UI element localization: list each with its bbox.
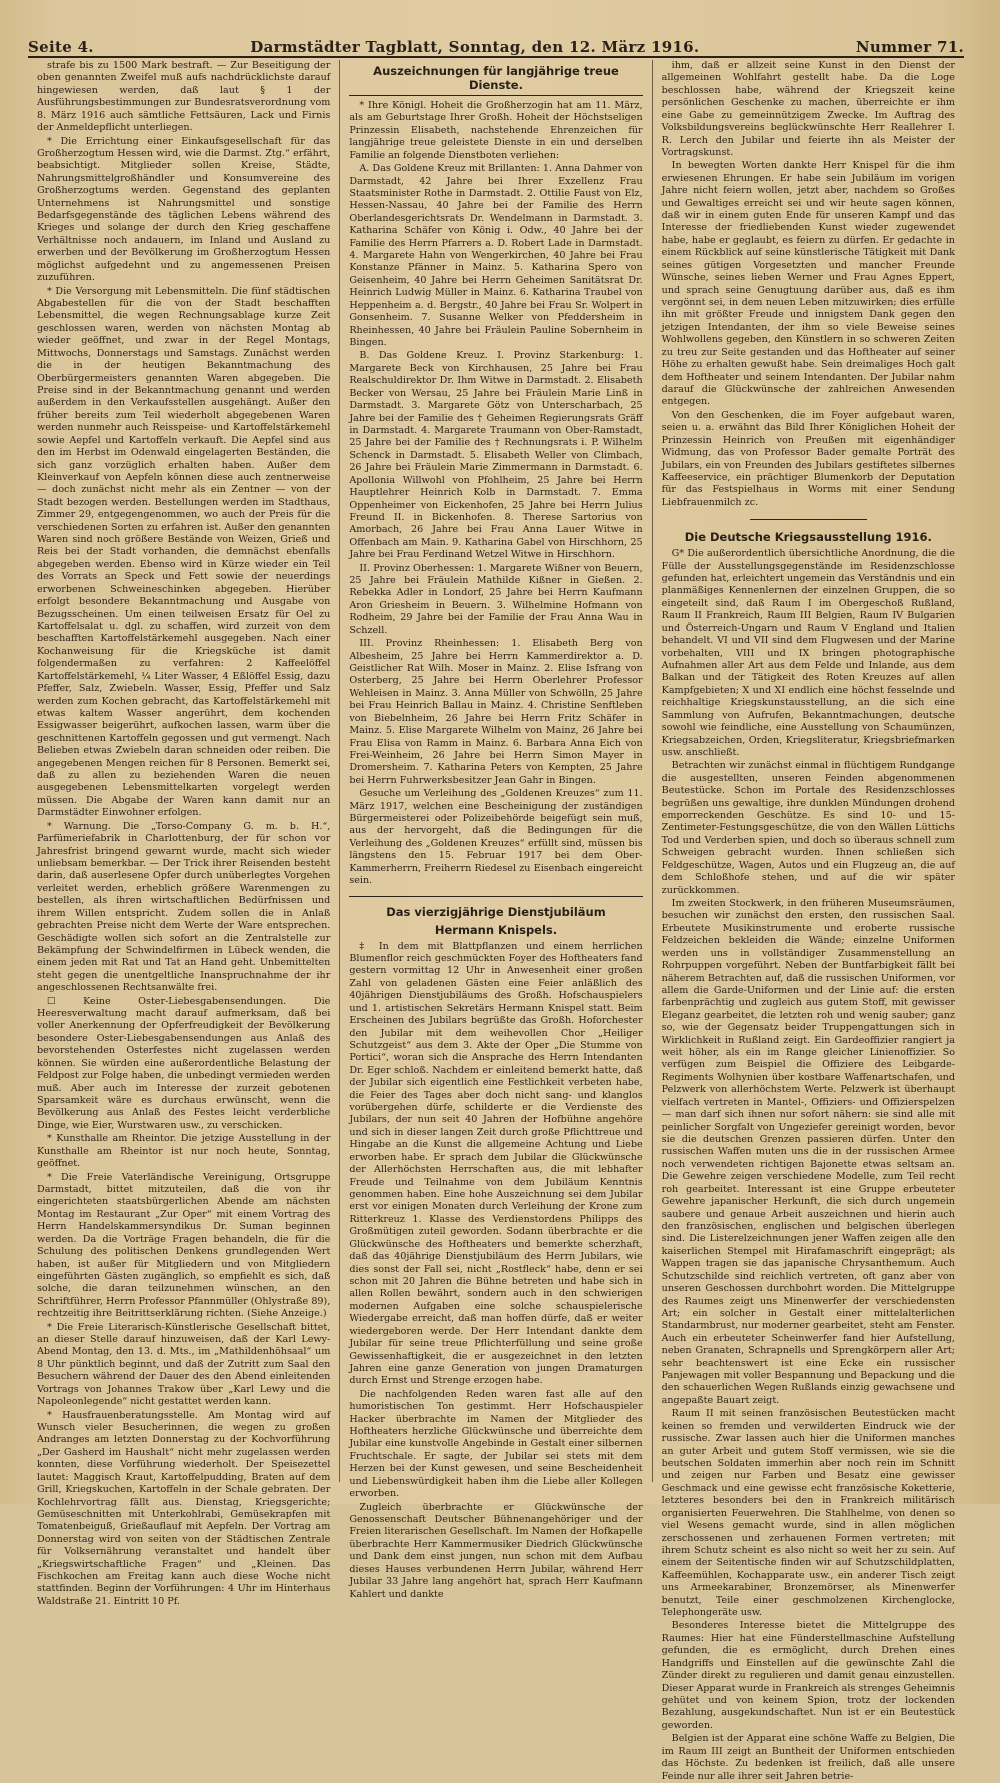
paragraph: Die nachfolgenden Reden waren fast alle auf den humoristischen Ton gestimmt. Herr Hofschauspieler Hacker überbrachte im Namen der Mitglieder des Hoftheaters herzliche Glückwünsche und überreichte dem Jubilar eine kunstvolle Angebinde in Gestalt einer silbernen Fruchtschale. Er sagte, der Jubilar sei stets mit dem Herzen bei der Kunst gewesen, und seine Bescheidenheit und Liebenswürdigkeit haben ihm die Liebe aller Kollegen erworben.	[349, 1388, 643, 1500]
paragraph: II. Provinz Oberhessen: 1. Margarete Wißner von Beuern, 25 Jahre bei Fräulein Mathilde Kißner in Gießen. 2. Rebekka Adler in Londorf, 25 Jahre bei Herrn Kaufmann Aron Griesheim in Beuern. 3. Wilhelmine Hofmann von Rodheim, 29 Jahre bei der Familie der Frau Anna Wau in Schzell.	[349, 562, 643, 636]
issue-number: Nummer 71.	[855, 38, 964, 56]
article-heading: Auszeichnungen für langjährige treue Dienste.	[349, 64, 642, 96]
paragraph: Zugleich überbrachte er Glückwünsche der Genossenschaft Deutscher Bühnenangehöriger und der Freien literarischen Gesellschaft. Im Namen der Hofkapelle überbrachte Herr Kammermusiker Diedrich Glückwünsche und Dank dem einst jungen, nun schon mit dem Aufbau dieses Hauses verbundenen Herrn Jubilar, während Herr Jubilar 33 Jahre lang angehört hat, sprach Herr Kaufmann Kahlert und dankte	[349, 1501, 643, 1600]
section-divider	[750, 519, 867, 520]
paragraph: B. Das Goldene Kreuz. I. Provinz Starkenburg: 1. Margarete Beck von Kirchhausen, 25 Jahre bei Frau Realschuldirektor Dr. Ihm Witwe in Darmstadt. 2. Elisabeth Becker von Wersau, 25 Jahre bei Fräulein Marie Linß in Darmstadt. 3. Margarete Götz von Unterscharbach, 25 Jahre bei der Familie des † Geheimen Regierungsrats Gräff in Darmstadt. 4. Margarete Traumann von Ober-Ramstadt, 25 Jahre bei der Familie des † Rechnungsrats i. P. Wilhelm Schenck in Darmstadt. 5. Elisabeth Weller von Climbach, 26 Jahre bei Fräulein Marie Zimmermann in Darmstadt. 6. Apollonia Willwohl von Pfohlheim, 25 Jahre bei Herrn Hauptlehrer Heinrich Kolb in Darmstadt. 7. Emma Oppenheimer von Eickenhofen, 25 Jahre bei Herrn Julius Freund II. in Bickenhofen. 8. Therese Sartorius von Amorbach, 26 Jahre bei Frau Anna Lauer Witwe in Offenbach am Main. 9. Katharina Gabel von Hirschhorn, 25 Jahre bei Frau Ferdinand Wetzel Witwe in Hirschhorn.	[349, 350, 643, 561]
paragraph: Betrachten wir zunächst einmal in flüchtigem Rundgange die ausgestellten, unseren Feinden abgenommenen Beutestücke. Schon im Portale des Residenzschlosses begrüßen uns gewaltige, ihre dunklen Mündungen drohend emporreckenden Geschütze. Es sind 10- und 15-Zentimeter-Festungsgeschütze, die von den Wällen Lüttichs Tod und Verderben spien, und doch so überaus schnell zum Schweigen gebracht wurden. Ihnen schließen sich Feldgeschütze, Wagen, Autos und ein Flugzeug an, die auf dem Schloßhofe stehen, und auf die wir später zurückkommen.	[661, 760, 955, 896]
paragraph: Von den Geschenken, die im Foyer aufgebaut waren, seien u. a. erwähnt das Bild Ihrer Königlichen Hoheit der Prinzessin Heinrich von Preußen mit eigenhändiger Widmung, das von Professor Bader gemalte Porträt des Jubilars, ein von Freunden des Jubilars gestiftetes silbernes Kaffeeservice, ein prächtiger Blumenkorb der Deputation für das Festspielhaus in Worms mit einer Sendung Liebfrauenmilch zc.	[661, 409, 955, 508]
paragraph: Gesuche um Verleihung des „Goldenen Kreuzes“ zum 11. März 1917, welchen eine Bescheinigung der zuständigen Bürgermeisterei oder Polizeibehörde beigefügt sein muß, aus der hervorgeht, daß die Bedingungen für die Verleihung des „Goldenen Kreuzes“ erfüllt sind, müssen bis längstens den 15. Februar 1917 bei dem Ober-Kammerherrn, Freiherrn Riedesel zu Eisenbach eingereicht sein.	[349, 788, 643, 887]
paragraph: ihm, daß er allzeit seine Kunst in den Dienst der allgemeinen Wohlfahrt gestellt habe. Da die Loge beschlossen habe, während der Kriegszeit keine persönlichen Geschenke zu machen, überreichte er ihm eine Gabe zu gemeinnützigem Zwecke. Im Auftrag des Volksbildungsvereins beglückwünschte Herr Reallehrer I. R. Lerch den Jubilar und feierte ihn als Meister der Vortragskunst.	[661, 60, 955, 158]
page-header	[28, 30, 964, 58]
paragraph: * Ihre Königl. Hoheit die Großherzogin hat am 11. März, als am Geburtstage Ihrer Großh. Hoheit der Höchstseligen Prinzessin Elisabeth, nachstehende Ehrenzeichen für langjährige treue geleistete Dienste in ein und derselben Familie an folgende Dienstboten verliehen:	[349, 100, 643, 161]
paragraph: G* Die außerordentlich übersichtliche Anordnung, die die Fülle der Ausstellungsgegenstände im Residenzschlosse gefunden hat, erleichtert ungemein das Verständnis und ein planmäßiges Kennenlernen der einzelnen Gruppen, die so eingeteilt sind, daß Raum I im Obergeschoß Rußland, Raum II Frankreich, Raum III Belgien, Raum IV Bulgarien und Österreich-Ungarn und Raum V England und Italien behandelt. VI und VII sind dem Flugwesen und der Marine vorbehalten, VIII und IX bringen photographische Aufnahmen aller Art aus dem Felde und Inlande, aus dem Balkan und der Tätigkeit des Roten Kreuzes auf allen Kampfgebieten; X und XI endlich eine höchst fesselnde und reichhaltige Kriegskunstausstellung, an die sich eine Sammlung von Aufrufen, Bekanntmachungen, deutsche sowohl wie feindliche, eine Ausstellung von Schaumünzen, Kriegsabzeichen, Orden, Kriegsliteratur, Kriegsbriefmarken usw. anschließt.	[661, 548, 955, 758]
column-3	[652, 60, 964, 1782]
paragraph: ‡ In dem mit Blattpflanzen und einem herrlichen Blumenflor reich geschmückten Foyer des Hoftheaters fand gestern vormittag 12 Uhr in Anwesenheit einer großen Zahl von geladenen Gästen eine Feier anläßlich des 40jährigen Dienstjubiläums des Großh. Hofschauspielers und 1. artistischen Sekretärs Hermann Knispel statt. Beim Erscheinen des Jubilars begrüßte das Großh. Hoforchester den Jubilar mit dem weihevollen Chor „Heiliger Schutzgeist“ aus dem 3. Akte der Oper „Die Stumme von Portici“, woran sich die Ansprache des Herrn Intendanten Dr. Eger schloß. Nachdem er einleitend bemerkt hatte, daß der Jubilar sich eigentlich eine Festlichkeit verbeten habe, die Feier des Tages aber doch nicht sang- und klanglos vorübergehen dürfe, schilderte er die Verdienste des Jubilars, der nun seit 40 Jahren der Hofbühne angehöre und sich in dieser langen Zeit durch große Pflichttreue und Hingabe an die Kunst die allgemeine Achtung und Liebe erworben habe. Er sprach dem Jubilar die Glückwünsche der Allerhöchsten Herrschaften aus, die mit lebhafter Freude und Teilnahme von dem Jubiläum Kenntnis genommen haben. Eine hohe Auszeichnung sei dem Jubilar erst vor einigen Monaten durch Verleihung der Krone zum Ritterkreuz 1. Klasse des Verdienstordens Philipps des Großmütigen zuteil geworden. Sodann überbrachte er die Glückwünsche des Hoftheaters und bemerkte scherzhaft, daß das 40jährige Dienstjubiläum des Herrn Jubilars, wie dies sonst der Fall sei, nicht „Rostfleck“ habe, denn er sei schon mit 20 Jahren die Bühne betreten und habe sich in allen Rollen bewährt, sondern auch in den schwierigen modernen Aufgaben eine solche schauspielerische Wiedergabe erreicht, daß man hoffen dürfe, daß er weiter wiedergeboren werde. Der Herr Intendant dankte dem Jubilar für seine treue Pflichterfüllung und seine große Gewissenhaftigkeit, die er ausgezeichnet in den letzten Jahren eine ganze Generation von jungen Dramaturgen durch Ernst und Strenge erzogen habe.	[349, 940, 643, 1387]
article-heading: Das vierzigjährige Dienstjubiläum	[386, 904, 606, 919]
paragraph: ☐ Keine Oster-Liebesgabensendungen. Die Heeresverwaltung macht darauf aufmerksam, daß bei voller Anerkennung der Opferfreudigkeit der Bevölkerung besondere Oster-Liebesgabensendungen aus Anlaß des bevorstehenden Osterfestes nicht zugelassen werden können. Sie würden eine außerordentliche Belastung der Feldpost zur Folge haben, die unbedingt vermieden werden muß. Aber auch im Interesse der zurzeit gebotenen Sparsamkeit wäre es durchaus erwünscht, wenn die Bevölkerung aus Anlaß des Festes leicht verderbliche Dinge, wie Eier, Wurstwaren usw., zu verschicken.	[37, 995, 331, 1131]
section-divider	[349, 896, 642, 897]
column-1	[28, 60, 339, 1607]
paragraph: A. Das Goldene Kreuz mit Brillanten: 1. Anna Dahmer von Darmstadt, 42 Jahre bei Ihrer Exzellenz Frau Staatsminister Rothe in Darmstadt. 2. Ottilie Faust von Elz, Hessen-Nassau, 40 Jahre bei der Familie des Herrn Oberlandesgerichtsrats Dr. Wendelmann in Darmstadt. 3. Katharina Schäfer von König i. Odw., 40 Jahre bei der Familie des Herrn Pfarrers a. D. Robert Lade in Darmstadt. 4. Margarete Hahn von Wengerkirchen, 40 Jahre bei Frau Konstanze Pfänner in Mainz. 5. Katharina Spero von Geisenheim, 40 Jahre bei Herrn Geheimen Sanitätsrat Dr. Heinrich Ludwig Müller in Mainz. 6. Katharina Traubel von Heppenheim a. d. Bergstr., 40 Jahre bei Frau Sr. Wolpert in Gonsenheim. 7. Susanne Welker von Pfeddersheim in Rheinhessen, 40 Jahre bei Fräulein Pauline Sobernheim in Bingen.	[349, 163, 643, 349]
paragraph: * Die Freie Vaterländische Vereinigung, Ortsgruppe Darmstadt, bittet mitzuteilen, daß die von ihr eingerichteten staatsbürgerlichen Abende am nächsten Montag im Restaurant „Zur Oper“ mit einem Vortrag des Herrn Handelskammersyndikus Dr. Suman beginnen werden. Da die Vorträge Fragen behandeln, die für die Schulung des politischen Denkens grundlegenden Wert haben, ist außer für Mitgliedern und von Mitgliedern eingeführten Gästen zugänglich, so empfiehlt es sich, daß solche, die daran teilzunehmen wünschen, an den Schriftführer, Herrn Professor Pfannmüller (Ohlystraße 89), rechtzeitig ihre Beitrittserklärung richten. (Siehe Anzeige.)	[37, 1171, 331, 1320]
paragraph: * Die Freie Literarisch-Künstlerische Gesellschaft bittet, an dieser Stelle darauf hinzuweisen, daß der Karl Lewy-Abend Montag, den 13. d. Mts., im „Mathildenhöhsaal“ um 8 Uhr pünktlich beginnt, und daß der Zutritt zum Saal den Besuchern während der Dauer des den Abend einleitenden Vortrags von Johannes Trakow über „Karl Lewy und die Napoleonlegende“ nicht gestattet werden kann.	[37, 1321, 331, 1408]
paragraph: * Die Errichtung einer Einkaufsgesellschaft für das Großherzogtum Hessen wird, wie die Darmst. Ztg.“ erfährt, beabsichtigt. Mitglieder sollen Kreise, Städte, Nahrungsmittelgroßhändler und Konsumvereine des Großherzogtums werden. Gegenstand des geplanten Unternehmens ist Nahrungsmittel und sonstige Bedarfsgegenstände des täglichen Lebens während des Krieges und solange der durch den Krieg geschaffene Verhältnisse noch andauern, im Inland und Ausland zu erwerben und der Bevölkerung im Großherzogtum Hessen möglichst aufgedehnt und zu angemessenen Preisen zuzuführen.	[37, 135, 331, 284]
paragraph: Besonderes Interesse bietet die Mittelgruppe des Raumes: Hier hat eine Fünderstellmaschine Aufstellung gefunden, die es ermöglicht, durch Drehen eines Handgriffs und Einstellen auf die gewünschte Zahl die Zünder direkt zu regulieren und damit genau einzustellen. Dieser Apparat wurde in Frankreich als strenges Geheimnis gehütet und von keinem Spion, trotz der lockenden Bezahlung, ausgekundschaftet. Nun ist er ein Beutestück geworden.	[661, 1620, 955, 1731]
article-subheading: Hermann Knispels.	[434, 922, 558, 937]
paragraph: Belgien ist der Apparat eine schöne Waffe zu Belgien, Die im Raum III zeigt an Buntheit der Uniformen entschieden das Höchste. Zu bedenken ist freilich, daß alle unsere Feinde nur alle ihrer seit Jahren betrie-	[661, 1733, 955, 1782]
article-heading: Die Deutsche Kriegsausstellung 1916.	[684, 530, 932, 545]
paragraph: Raum II mit seinen französischen Beutestücken macht keinen so fremden und verwilderten Eindruck wie der russische. Zwar lassen auch hier die Uniformen manches an guter Arbeit und gutem Stoff vermissen, wie sie die beutschen Soldaten immerhin aber noch rein im Schnitt und zeigen nur Farben und Besatz eine gewisser Geschmack und eine gewisse echt französische Koketterie, letzteres besonders bei den in Frankreich militärisch organisierten Feuerwehren. Die Stahlhelme, von denen so viel Wesens gemacht wurde, sind in allen möglichen zerschossenen und zerhauenen Formen vertreten; mit ihrem Schutz scheint es also nicht so weit her zu sein. Auf einem der Seitentische finden wir auf Schutzschildplatten, Kaffeemühlen, Kochapparate usw., ein anderer Tisch zeigt uns Armeekarabiner, Bronzemörser, als Minenwerfer benutzt, Teile einer geschmolzenen Kirchenglocke, Telephongeräte usw.	[661, 1408, 955, 1619]
page-number-label: Seite 4.	[28, 38, 94, 56]
paragraph: * Hausfrauenberatungsstelle. Am Montag wird auf Wunsch vieler Besucherinnen, die wegen zu großen Andranges am letzten Donnerstag zu der Kochvorführung „Der Gasherd im Haushalt“ nicht mehr zugelassen werden konnten, diese Vorführung wiederholt. Der Speisezettel lautet: Maggisch Kraut, Kartoffelpudding, Braten auf dem Grill, Kriegskuchen, Kartoffeln in der Schale gebraten. Der Kochlehrvortrag fällt aus. Dienstag, Kriegsgerichte; Gemüseschnitten mit Unterkohlrabi, Gemüsekrapfen mit Tomatenbeiguß, Grießauflauf mit Aepfeln. Der Vortrag am Donnerstag wird von seiten von der Städtischen Zentrale für Volksernährung veranstaltet und handelt über „Kriegswirtschaftliche Fragen“ und „Kleinen. Das Fischkochen am Freitag kann auch diese Woche nicht stattfinden. Beginn der Vorführungen: 4 Uhr im Hinterhaus Waldstraße 21. Eintritt 10 Pf.	[37, 1409, 331, 1607]
paragraph: strafe bis zu 1500 Mark bestraft. — Zur Beseitigung der oben genannten Zweifel muß aufs nachdrücklichste darauf hingewiesen werden, daß laut § 1 der Ausführungsbestimmungen zur Bundesratsverordnung vom 8. März 1916 auch sämtliche Fettsäuren, Lack und Firnis der Anmeldepflicht unterliegen.	[37, 60, 331, 134]
article-columns	[28, 60, 964, 1782]
paragraph: * Kunsthalle am Rheintor. Die jetzige Ausstellung in der Kunsthalle am Rheintor ist nur noch heute, Sonntag, geöffnet.	[37, 1133, 331, 1170]
paragraph: * Warnung. Die „Torso-Company G. m. b. H.“, Parfümeriefabrik in Charlottenburg, der für schon vor Jahresfrist bringend gewarnt wurde, macht sich wieder unliebsam bemerkbar. — Der Trick ihrer Reisenden besteht darin, daß auserlesene Opfer durch unüberlegtes Vorgehen verleitet werden, erheblich größere Warenmengen zu bestellen, als ihren wirtschaftlichen Bedürfnissen und ihrem Willen entspricht. Zudem sollen die in Anlaß gebrachten Preise nicht dem Werte der Ware entsprechen. Geschädigte wollen sich sofort an die Zentralstelle zur Bekämpfung der Schwindelfirmen in Lübeck wenden, die einem jeden mit Rat und Tat an Hand geht. Unbemittelten steht gegen die unentgeltliche Inanspruchnahme der ihr angeschlossenen Rechtsanwälte frei.	[37, 820, 331, 994]
paragraph: III. Provinz Rheinhessen: 1. Elisabeth Berg von Albesheim, 25 Jahre bei Herrn Kammerdirektor a. D. Geistlicher Rat Wilh. Moser in Mainz. 2. Elise Isfrang von Osterberg, 25 Jahre bei Herrn Oberlehrer Professor Wehleisen in Mainz. 3. Anna Müller von Schwölln, 25 Jahre bei Frau Heinrich Ballau in Mainz. 4. Christine Senftleben von Biebelnheim, 26 Jahre bei Herrn Fritz Schäfer in Mainz. 5. Elise Margarete Wilhelm von Mainz, 26 Jahre bei Frau Elisa von Ramm in Mainz. 6. Barbara Anna Eich von Frei-Weinheim, 26 Jahre bei Herrn Simon Mayer in Dromersheim. 7. Katharina Peters von Kempten, 25 Jahre bei Herrn Fuhrwerksbesitzer Jean Gahr in Bingen.	[349, 638, 643, 786]
newspaper-dateline: Darmstädter Tagblatt, Sonntag, den 12. März 1916.	[250, 38, 700, 56]
paragraph: In bewegten Worten dankte Herr Knispel für die ihm erwiesenen Ehrungen. Er habe sein Jubiläum im vorigen Jahre nicht feiern wollen, jetzt aber, nachdem so Großes und Gewaltiges erreicht sei und wir heute sagen können, daß wir in einem guten Ende für unseren Kampf und das Interesse der friedliebenden Kunst wieder zugewendet habe, habe er geglaubt, es feiern zu dürfen. Er gedachte in einem Rückblick auf seine künstlerische Tätigkeit mit Dank seines gütigen Vorgesetzten und mancher Freunde Wünsche, seines lieben Werner und Frau Agnes Eppert, und sprach seine Genugtuung darüber aus, daß es ihm vergönnt sei, in dem neuen Leben mitzuwirken; dies erfülle ihn mit größter Freude und innigstem Dank gegen den jetzigen Intendanten, der ihm so viele Beweise seines Wohlwollens gegeben, den Künstlern in so schweren Zeiten zu treu zur Seite gestanden und das Hoftheater auf seiner Höhe zu erhalten gewußt habe. Sein dreimaliges Hoch galt dem Hoftheater und seinem Intendanten. Der Jubilar nahm darauf die Glückwünsche der zahlreichen Anwesenden entgegen.	[661, 160, 955, 408]
column-2	[339, 60, 651, 1600]
paragraph: Im zweiten Stockwerk, in den früheren Museumsräumen, besuchen wir zunächst den ersten, den russischen Saal. Erbeutete Musikinstrumente und eroberte russische Feldzeichen bekleiden die Wände; einzelne Uniformen werden uns in vollständiger Zusammenstellung an Rohrpuppen vorgeführt. Neben der Buntfarbigkeit fällt bei näherem Betrachten auf, daß die russischen Uniformen, vor allem die Garde-Uniformen und der Linie auf: die ersten farbenprächtig und zugleich aus gutem Stoff, mit gewisser Eleganz gearbeitet, die letzten roh und wenig sauber; ganz so, wie der Gegensatz beider Truppengattungen sich in Wirklichkeit in Rußland zeigt. Ein Gardeoffizier rangiert ja weit höher, als ein im Range gleicher Linienoffizier. So verfügen zum Beispiel die Offiziere des Leibgarde-Regiments Wolhynien über kostbare Waffenartschafen, und Pelzwerk von allerhöchstem Werte. Pelzwerk ist überhaupt vielfach vertreten in Mantel-, Offiziers- und Offizierspelzen — man darf sich ihnen nur sofort nähern: sie sind alle mit peinlicher Sorgfalt von Ungeziefer gereinigt worden, bevor sie die deutschen Grenzen passieren dürfen. Unter den russischen Waffen muten uns die in der russischen Armee noch verwendeten richtigen Bajonette etwas seltsam an. Die Gewehre zeigen verschiedene Modelle, zum Teil recht roh gearbeitet. Interessant ist eine Gruppe erbeuteter Gewehre japanischer Herkunft, die sich durch ungemein saubere und genaue Arbeit auszeichnen und hierin auch den französischen, englischen und belgischen überlegen sind. Die Listerelzeichnungen jener Waffen zeigen alle den kaiserlichen Stempel mit Hirafamaschrift eingeprägt; als Wappen tragen sie das japanische Chrysanthemum. Auch Schutzschilde sind reichlich vertreten, oft ganz aber von unseren Geschossen durchbohrt worden. Die Mittelgruppe des Raumes zeigt uns Minenwerfer der verschiedensten Art; ein solcher in Gestalt einer mittelalterlichen Standarmbrust, nur moderner gearbeitet, steht am Fenster. Auch ein erbeuteter Scheinwerfer fand hier Aufstellung, neben Granaten, Schrapnells und Sprengkörpern aller Art; sehr beachtenswert ist eine Ecke ein russischer Panjewagen mit voller Bespannung und Bepackung und die den schauerlichen Wegen Rußlands einzig gewachsene und angepaßte Bauart zeigt.	[661, 898, 955, 1406]
paragraph: * Die Versorgung mit Lebensmitteln. Die fünf städtischen Abgabestellen für die von der Stadt beschafften Lebensmittel, die wegen Rechnungsablage kurze Zeit geschlossen waren, werden von nächsten Montag ab wieder geöffnet, und zwar in der Regel Montags, Mittwochs, Donnerstags und Samstags. Zunächst werden die in der heutigen Bekanntmachung des Oberbürgermeisters genannten Waren abgegeben. Die Preise sind in der Bekanntmachung genannt und werden außerdem in den Verkaufsstellen ausgehängt. Außer den früher bereits zum Teil wiederholt abgegebenen Waren werden nunmehr auch Reisspeise- und Kartoffelstärkemehl sowie Aepfel und Kartoffeln verkauft. Die Aepfel sind aus den im Herbst im Odenwald eingelagerten Beständen, die sich ganz vorzüglich erhalten haben. Außer dem Kleinverkauf von Aepfeln können diese auch zentnerweise — doch zunächst nicht mehr als ein Zentner — von der Stadt bezogen werden. Bestellungen werden im Stadthaus, Zimmer 29, entgegengenommen, wo auch der Preis für die verschiedenen Sorten zu erfahren ist. Außer den genannten Waren sind noch größere Bestände von Weizen, Grieß und Reis bei der Stadt vorhanden, die demnächst ebenfalls abgegeben werden. Ebenso wird in Kürze wieder ein Teil des Vorrats an Speck und Fett sowie der neuerdings erworbenen Schweineschinken abgegeben. Hierüber erfolgt besondere Bekanntmachung und Ausgabe von Bezugsscheinen. Um einen teilweisen Ersatz für Oel zu Kartoffelsalat u. dgl. zu schaffen, wird zurzeit von dem beschafften Kartoffelstärkemehl ausgegeben. Nach einer Kochanweisung für die Kriegsküche ist damit folgendermaßen zu verfahren: 2 Kaffeelöffel Kartoffelstärkemehl, ¼ Liter Wasser, 4 Eßlöffel Essig, dazu Pfeffer, Salz, Zwiebeln. Wasser, Essig, Pfeffer und Salz werden zum Kochen gebracht, das Kartoffelstärkemehl mit etwas kaltem Wasser angerührt, dem kochenden Essigwasser beigerührt, aufkochen lassen, warm über die geschnittenen Kartoffeln gegossen und gut vermengt. Nach Belieben etwas Zwiebeln daran schneiden oder reiben. Die angegebenen Mengen reichen für 8 Personen. Bemerkt sei, daß zu allen zu beziehenden Waren die neuen ausgegebenen Lebensmittelkarten vorgelegt werden müssen. Die Abgabe der Waren kann damit nur an Darmstädter Einwohner erfolgen.	[37, 285, 331, 819]
